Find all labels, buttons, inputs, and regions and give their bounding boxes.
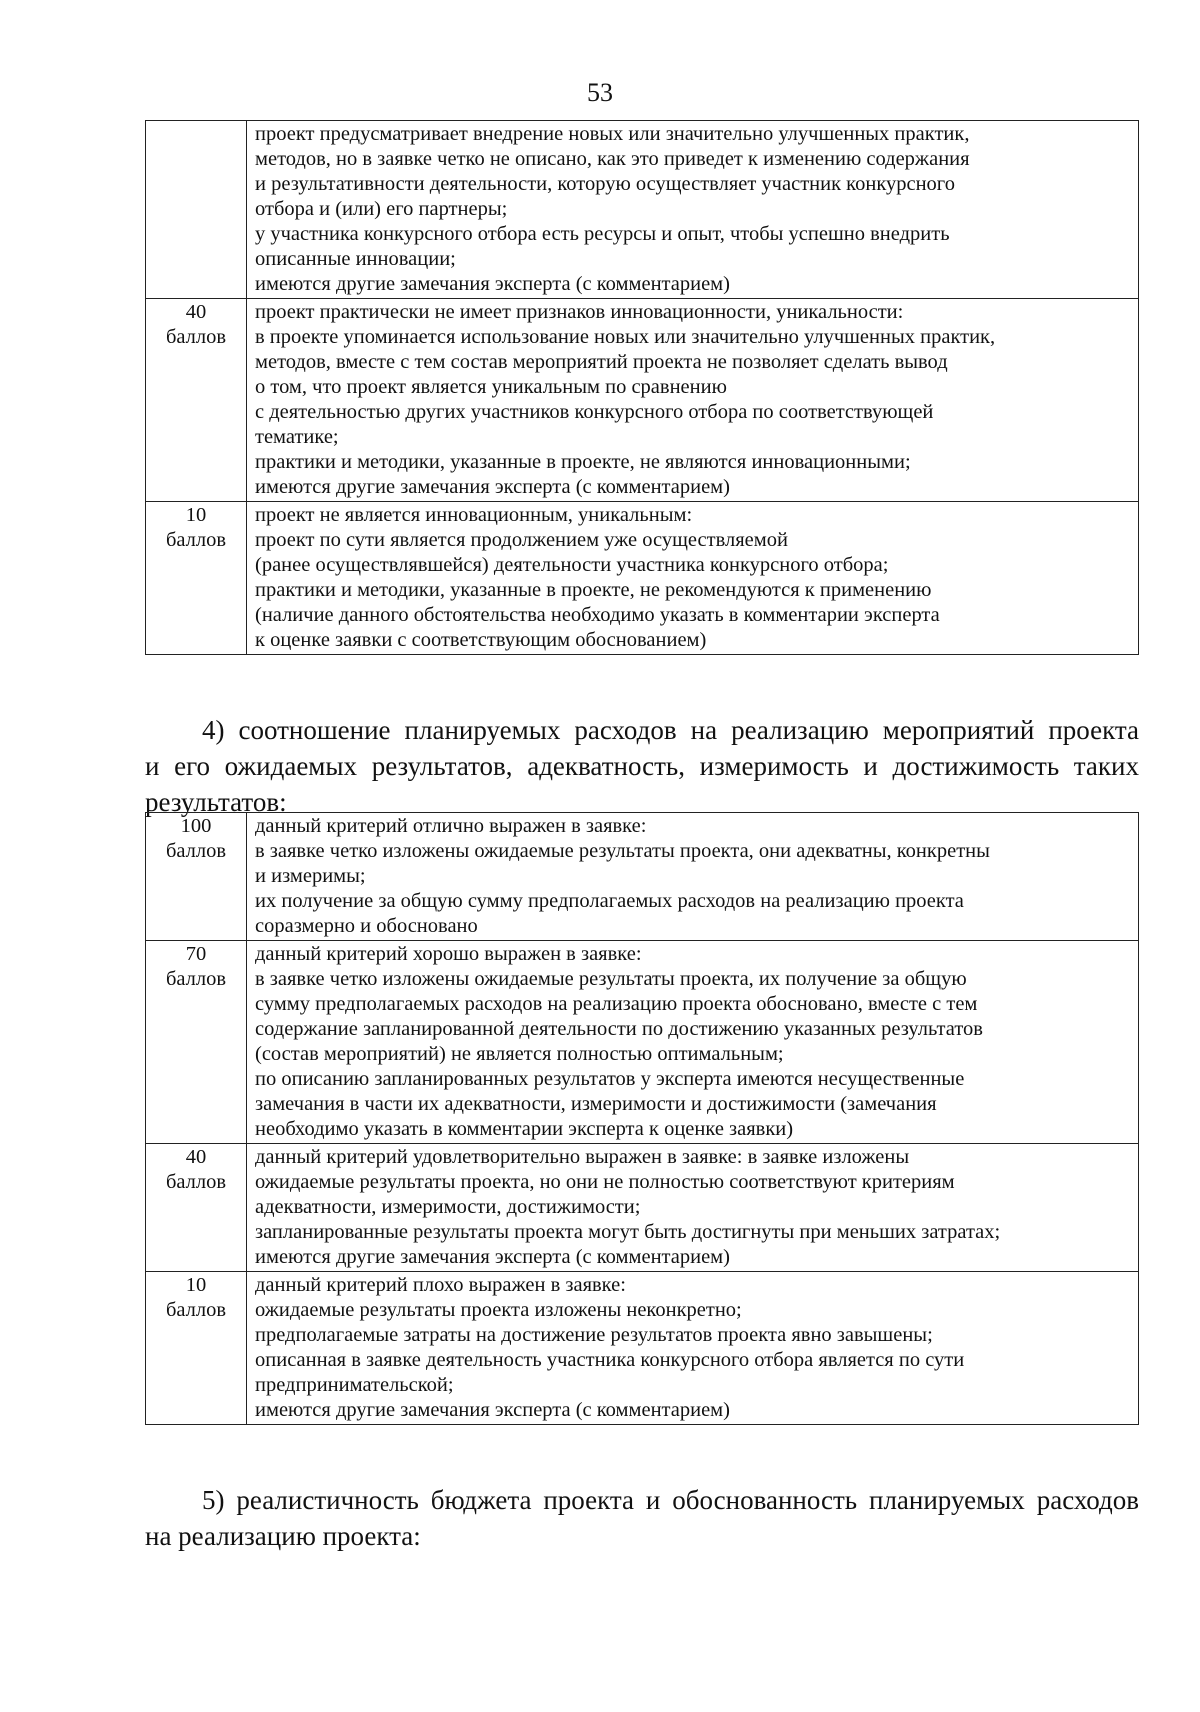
criterion-line: ожидаемые результаты проекта изложены неконкретно; [255, 1299, 742, 1321]
section-5-line: на реализацию проекта: [145, 1521, 421, 1551]
criterion-line: в заявке четко изложены ожидаемые результаты проекта, их получение за общую [255, 968, 967, 990]
criterion-line: имеются другие замечания эксперта (с комментарием) [255, 1246, 730, 1268]
criterion-line: в заявке четко изложены ожидаемые результаты проекта, они адекватны, конкретны [255, 840, 990, 862]
criterion-description [247, 941, 1139, 1144]
score-unit: баллов [165, 326, 227, 348]
page-number: 53 [587, 78, 613, 107]
score-value: 100 [180, 815, 212, 837]
criterion-line: соразмерно и обосновано [255, 915, 478, 937]
score-cell [146, 121, 247, 299]
criterion-line: их получение за общую сумму предполагаемых расходов на реализацию проекта [255, 890, 964, 912]
score-unit: баллов [165, 529, 227, 551]
criterion-line: практики и методики, указанные в проекте, не рекомендуются к применению [255, 579, 932, 601]
criterion-line: проект по сути является продолжением уже осуществляемой [255, 529, 788, 551]
score-value: 10 [185, 504, 207, 526]
criterion-line: имеются другие замечания эксперта (с комментарием) [255, 476, 730, 498]
section-4-line: 4) соотношение планируемых расходов на реализацию мероприятий проекта [202, 715, 1139, 745]
criterion-description [247, 121, 1139, 299]
criterion-line: методов, вместе с тем состав мероприятий проекта не позволяет сделать вывод [255, 351, 948, 373]
criterion-line: замечания в части их адекватности, измеримости и достижимости (замечания [255, 1093, 937, 1115]
section-5-line: 5) реалистичность бюджета проекта и обоснованность планируемых расходов [202, 1485, 1139, 1515]
criterion-line: проект не является инновационным, уникальным: [255, 504, 693, 526]
criterion-description [247, 813, 1139, 941]
criterion-line: проект практически не имеет признаков инновационности, уникальности: [255, 301, 904, 323]
criteria-table-body [146, 813, 1139, 1425]
criteria-table-body [146, 121, 1139, 655]
criterion-line: и результативности деятельности, которую осуществляет участник конкурсного [255, 173, 955, 195]
section-4-line: и его ожидаемых результатов, адекватность, измеримость и достижимость таких [145, 751, 1139, 781]
criterion-line: (ранее осуществлявшейся) деятельности участника конкурсного отбора; [255, 554, 889, 576]
criterion-line: отбора и (или) его партнеры; [255, 198, 508, 220]
score-unit: баллов [165, 968, 227, 990]
criterion-line: запланированные результаты проекта могут быть достигнуты при меньших затратах; [255, 1221, 1001, 1243]
criterion-line: в проекте упоминается использование новых или значительно улучшенных практик, [255, 326, 996, 348]
criterion-line: предполагаемые затраты на достижение результатов проекта явно завышены; [255, 1324, 933, 1346]
criterion-line: с деятельностью других участников конкурсного отбора по соответствующей [255, 401, 934, 423]
section-4-line: результатов: [145, 787, 287, 817]
criterion-line: методов, но в заявке четко не описано, как это приведет к изменению содержания [255, 148, 970, 170]
criteria-row [146, 1144, 1139, 1272]
criterion-line: по описанию запланированных результатов у эксперта имеются несущественные [255, 1068, 965, 1090]
criterion-line: тематике; [255, 426, 339, 448]
criterion-description [247, 1144, 1139, 1272]
criterion-line: к оценке заявки с соответствующим обоснованием) [255, 629, 707, 651]
criterion-line: проект предусматривает внедрение новых или значительно улучшенных практик, [255, 123, 970, 145]
criteria-row [146, 941, 1139, 1144]
criterion-line: описанная в заявке деятельность участника конкурсного отбора является по сути [255, 1349, 965, 1371]
section-5-heading [145, 1482, 1139, 1554]
criterion-line: ожидаемые результаты проекта, но они не полностью соответствуют критериям [255, 1171, 955, 1193]
score-value: 40 [185, 301, 207, 323]
criterion-line: адекватности, измеримости, достижимости; [255, 1196, 641, 1218]
criterion-line: содержание запланированной деятельности по достижению указанных результатов [255, 1018, 983, 1040]
criteria-row [146, 121, 1139, 299]
score-cell [146, 1144, 247, 1272]
criterion-line: описанные инновации; [255, 248, 456, 270]
criterion-line: имеются другие замечания эксперта (с комментарием) [255, 273, 730, 295]
score-cell [146, 299, 247, 502]
score-cell [146, 502, 247, 655]
criterion-description [247, 1272, 1139, 1425]
criterion-line: имеются другие замечания эксперта (с комментарием) [255, 1399, 730, 1421]
criterion-description [247, 502, 1139, 655]
criterion-line: (наличие данного обстоятельства необходимо указать в комментарии эксперта [255, 604, 940, 626]
criterion-line: (состав мероприятий) не является полностью оптимальным; [255, 1043, 784, 1065]
score-value: 10 [185, 1274, 207, 1296]
score-unit: баллов [165, 1171, 227, 1193]
criteria-row [146, 299, 1139, 502]
criterion-line: у участника конкурсного отбора есть ресурсы и опыт, чтобы успешно внедрить [255, 223, 950, 245]
score-value: 70 [185, 943, 207, 965]
criterion-line: данный критерий хорошо выражен в заявке: [255, 943, 642, 965]
criterion-line: данный критерий отлично выражен в заявке: [255, 815, 647, 837]
score-value: 40 [185, 1146, 207, 1168]
criterion-line: данный критерий плохо выражен в заявке: [255, 1274, 626, 1296]
criterion-line: необходимо указать в комментарии эксперта к оценке заявки) [255, 1118, 794, 1140]
criteria-table-innovation [145, 120, 1139, 655]
criterion-line: о том, что проект является уникальным по сравнению [255, 376, 727, 398]
section-4-heading [145, 712, 1139, 820]
criterion-line: сумму предполагаемых расходов на реализацию проекта обосновано, вместе с тем [255, 993, 978, 1015]
score-cell [146, 1272, 247, 1425]
criteria-table-results [145, 812, 1139, 1425]
criterion-description [247, 299, 1139, 502]
criteria-row [146, 502, 1139, 655]
score-unit: баллов [165, 1299, 227, 1321]
score-unit: баллов [165, 840, 227, 862]
criteria-row [146, 813, 1139, 941]
criterion-line: практики и методики, указанные в проекте, не являются инновационными; [255, 451, 911, 473]
criterion-line: данный критерий удовлетворительно выражен в заявке: в заявке изложены [255, 1146, 910, 1168]
criterion-line: предпринимательской; [255, 1374, 454, 1396]
score-cell [146, 941, 247, 1144]
criterion-line: и измеримы; [255, 865, 366, 887]
score-cell [146, 813, 247, 941]
criteria-row [146, 1272, 1139, 1425]
